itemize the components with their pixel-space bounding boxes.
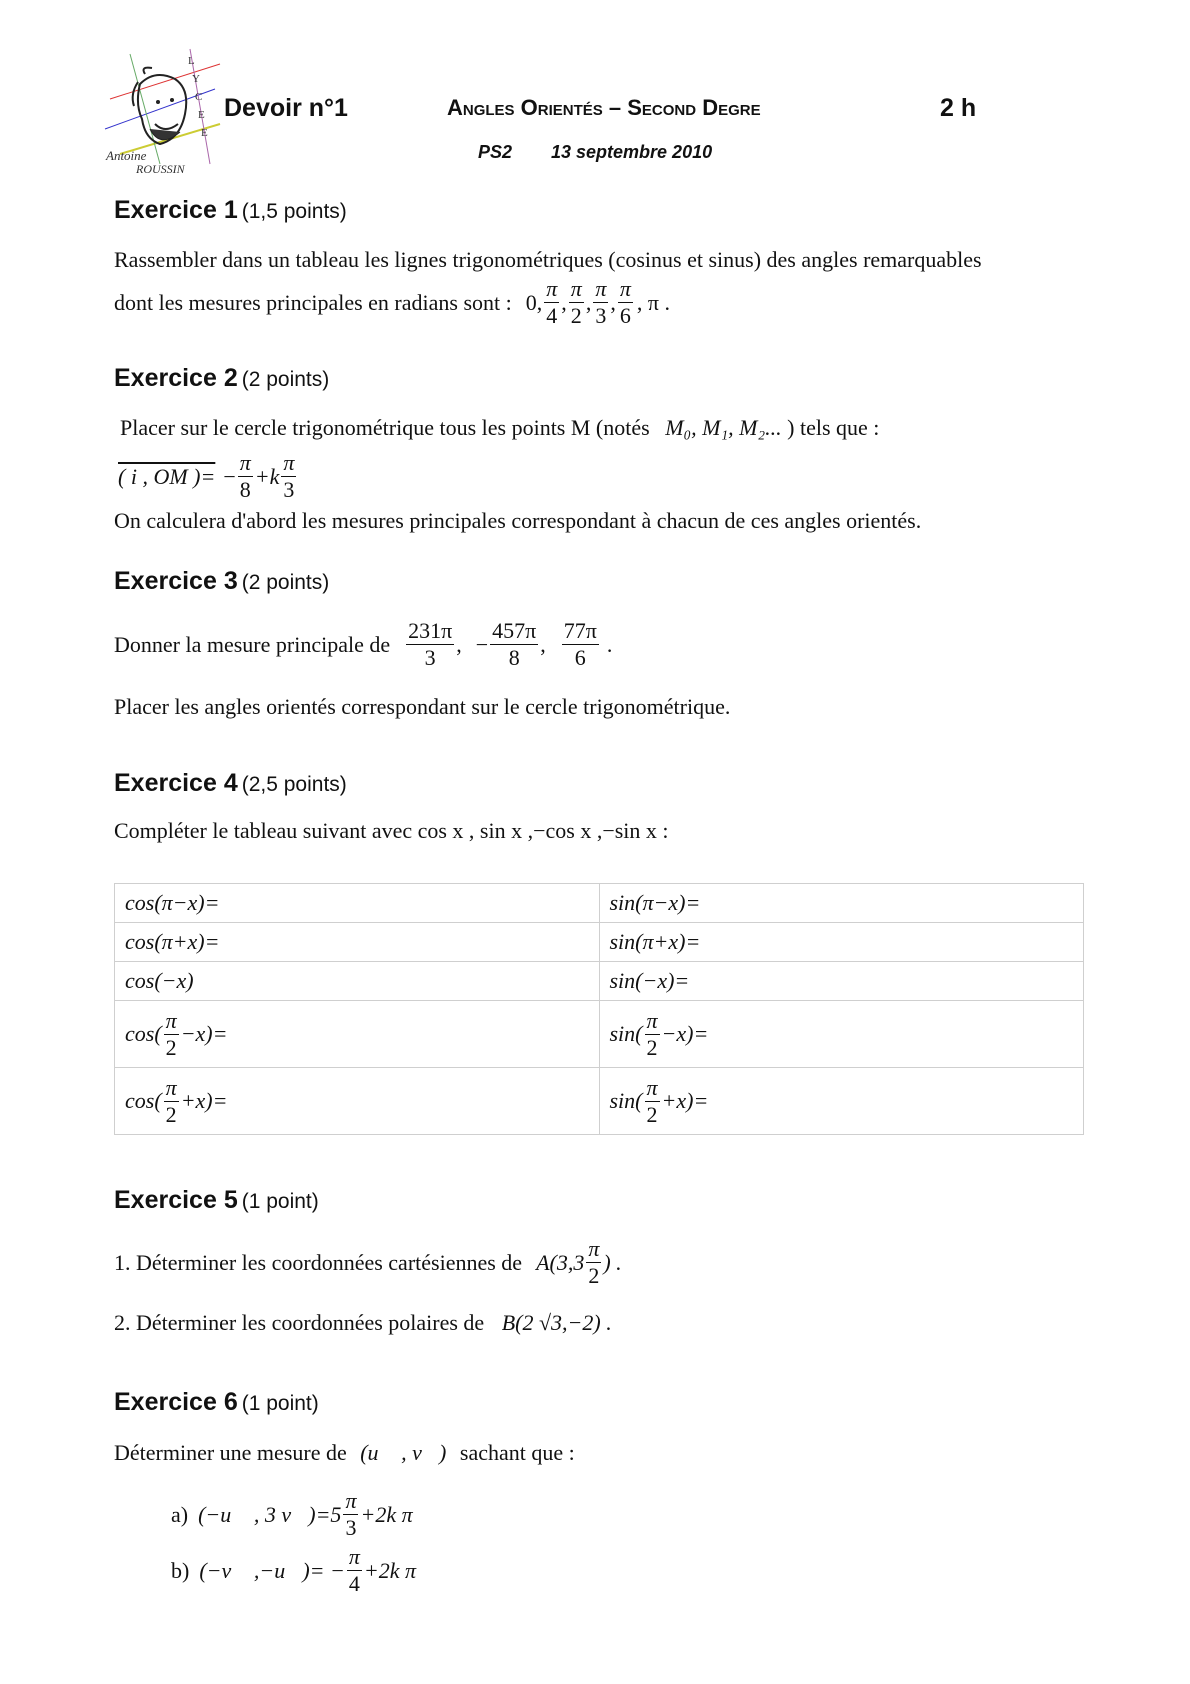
question-2-text: 2. Déterminer les coordonnées polaires de bbox=[114, 1310, 485, 1335]
frac-num: π bbox=[165, 1074, 177, 1100]
item-a-label: a) bbox=[171, 1501, 189, 1527]
exercise-1-heading bbox=[114, 196, 347, 225]
frac-den: 2 bbox=[165, 1034, 177, 1060]
exercise-1-line-2-text: dont les mesures principales en radians sont : bbox=[114, 289, 512, 315]
frac-den: 6 bbox=[619, 303, 631, 328]
frac-den: 6 bbox=[574, 645, 586, 670]
cell-tail: −x)= bbox=[661, 1021, 709, 1046]
exercise-6-item-a bbox=[171, 1490, 413, 1539]
cos-open: cos( bbox=[125, 1021, 162, 1046]
exercise-5-title: Exercice 5 bbox=[114, 1186, 238, 1214]
item-b-expression: (−v⃗ ,−u⃗)= − bbox=[199, 1557, 345, 1583]
exercise-4-intro: Compléter le tableau suivant avec cos x , sin x ,−cos x ,−sin x : bbox=[114, 818, 669, 843]
exam-date: 13 septembre 2010 bbox=[551, 142, 713, 162]
exercise-5-points: (1 point) bbox=[241, 1190, 319, 1213]
angle-zero: 0, bbox=[525, 289, 543, 315]
exercise-3-intro: Donner la mesure principale de bbox=[114, 631, 391, 657]
exercise-1-line-1: Rassembler dans un tableau les lignes trigonométriques (cosinus et sinus) des angles remarquables bbox=[114, 247, 982, 272]
frac-den: 3 bbox=[595, 303, 607, 328]
frac-num: π bbox=[588, 1236, 600, 1261]
frac-pi-8 bbox=[238, 452, 253, 501]
frac-pi-3 bbox=[281, 452, 296, 501]
frac-457pi-8 bbox=[490, 620, 538, 669]
frac-pi-2 bbox=[586, 1238, 601, 1287]
point-a-close: ) . bbox=[603, 1249, 622, 1275]
table-cell[interactable] bbox=[115, 884, 600, 923]
logo-text-antoine: Antoine bbox=[106, 148, 147, 163]
frac-pi-6 bbox=[618, 278, 633, 327]
item-b-tail: +2k π bbox=[363, 1557, 417, 1583]
exercise-6-intro-text: Déterminer une mesure de bbox=[114, 1440, 347, 1465]
cell-tail: +x)= bbox=[180, 1088, 228, 1113]
vector-angle-i-om: ( i , OM )= bbox=[118, 463, 216, 489]
frac-num: 231π bbox=[408, 618, 453, 643]
frac-num: π bbox=[646, 1007, 658, 1033]
frac-den: 2 bbox=[646, 1034, 658, 1060]
exercise-4-heading bbox=[114, 769, 347, 798]
item-b-label: b) bbox=[171, 1557, 190, 1583]
cos-open: cos( bbox=[125, 1088, 162, 1113]
table-cell[interactable] bbox=[115, 1001, 600, 1068]
frac-den: 4 bbox=[546, 303, 558, 328]
table-cell[interactable] bbox=[599, 962, 1084, 1001]
frac-den: 3 bbox=[424, 645, 436, 670]
angle-pi-end: , π . bbox=[636, 289, 670, 315]
comma: , bbox=[456, 631, 462, 657]
vector-angle-u-v: (u⃗ , v⃗) bbox=[360, 1440, 447, 1465]
cell-expression bbox=[609, 1007, 709, 1060]
frac-num: π bbox=[546, 276, 558, 301]
frac-pi-2 bbox=[164, 1074, 179, 1127]
devoir-number: Devoir n°1 bbox=[224, 94, 348, 122]
exercise-5-question-1 bbox=[114, 1238, 622, 1287]
exercise-3-line-2: Placer les angles orientés correspondant sur le cercle trigonométrique. bbox=[114, 694, 731, 719]
subject-title: Angles Orientés – Second Degre bbox=[447, 95, 761, 120]
sep: , bbox=[561, 289, 567, 315]
comma: , bbox=[540, 631, 546, 657]
frac-77pi-6 bbox=[562, 620, 599, 669]
exercise-6-intro bbox=[114, 1440, 575, 1466]
exercise-2-heading bbox=[114, 364, 329, 393]
logo-text-roussin: ROUSSIN bbox=[136, 162, 185, 176]
frac-pi-4 bbox=[347, 1546, 362, 1595]
frac-den: 8 bbox=[239, 477, 251, 502]
item-a-tail: +2k π bbox=[360, 1501, 413, 1527]
frac-num: 457π bbox=[492, 618, 537, 643]
minus-sign: − bbox=[223, 463, 236, 489]
frac-den: 2 bbox=[570, 303, 582, 328]
cell-text: sin(−x)= bbox=[609, 968, 690, 993]
class-name: PS2 bbox=[478, 142, 513, 162]
point-b: B(2 √3,−2) . bbox=[501, 1310, 612, 1335]
table-cell[interactable] bbox=[599, 1001, 1084, 1068]
frac-den: 2 bbox=[165, 1101, 177, 1127]
frac-pi-2 bbox=[569, 278, 584, 327]
frac-num: 77π bbox=[563, 618, 597, 643]
cell-expression bbox=[125, 1074, 228, 1127]
svg-text:C: C bbox=[195, 91, 203, 103]
cell-tail: −x)= bbox=[180, 1021, 228, 1046]
exercise-6-item-b bbox=[171, 1546, 416, 1595]
frac-den: 8 bbox=[508, 645, 520, 670]
minus-sign: − bbox=[475, 631, 489, 657]
exercise-4-points: (2,5 points) bbox=[241, 773, 347, 796]
exercise-6-heading bbox=[114, 1388, 319, 1417]
svg-text:Y: Y bbox=[192, 73, 200, 85]
frac-pi-2 bbox=[645, 1074, 660, 1127]
frac-num: π bbox=[619, 276, 631, 301]
exercise-2-equation bbox=[118, 452, 298, 501]
frac-den: 2 bbox=[588, 1263, 600, 1288]
exercise-1-line-2 bbox=[114, 278, 670, 327]
table-cell[interactable] bbox=[115, 923, 600, 962]
table-cell[interactable] bbox=[115, 962, 600, 1001]
sin-open: sin( bbox=[609, 1021, 643, 1046]
frac-den: 4 bbox=[348, 1571, 360, 1596]
exercise-6-points: (1 point) bbox=[241, 1392, 319, 1415]
frac-den: 3 bbox=[345, 1515, 357, 1540]
table-cell[interactable] bbox=[599, 1068, 1084, 1135]
exercise-2-points: (2 points) bbox=[241, 368, 330, 391]
points-m-list: M₀, M₁, M₂... bbox=[665, 415, 782, 440]
frac-pi-2 bbox=[645, 1007, 660, 1060]
frac-num: π bbox=[595, 276, 607, 301]
cell-expression bbox=[609, 1074, 709, 1127]
exercise-2-line-1 bbox=[120, 415, 879, 441]
table-row bbox=[115, 962, 1084, 1001]
exercise-2-line-1-end: ) tels que : bbox=[787, 415, 880, 440]
table-cell[interactable] bbox=[599, 884, 1084, 923]
question-1-text: 1. Déterminer les coordonnées cartésiennes de bbox=[114, 1249, 523, 1275]
cell-text: sin(π+x)= bbox=[609, 929, 701, 954]
exercise-5-question-2 bbox=[114, 1310, 612, 1336]
exercise-3-points: (2 points) bbox=[241, 571, 330, 594]
duration: 2 h bbox=[940, 94, 977, 122]
table-row bbox=[115, 1001, 1084, 1068]
exercise-1-points: (1,5 points) bbox=[241, 200, 347, 223]
frac-pi-3 bbox=[593, 278, 608, 327]
frac-pi-4 bbox=[544, 278, 559, 327]
svg-text:L: L bbox=[188, 55, 195, 67]
sep: , bbox=[585, 289, 592, 315]
frac-num: π bbox=[283, 450, 295, 475]
exercise-1-title: Exercice 1 bbox=[114, 196, 238, 224]
frac-pi-3 bbox=[343, 1490, 358, 1539]
table-cell[interactable] bbox=[115, 1068, 600, 1135]
school-logo bbox=[100, 44, 230, 174]
frac-num: π bbox=[646, 1074, 658, 1100]
exercise-3-line-1 bbox=[114, 620, 612, 669]
exercise-3-title: Exercice 3 bbox=[114, 567, 238, 595]
exercise-6-intro-end: sachant que : bbox=[459, 1440, 575, 1465]
table-cell[interactable] bbox=[599, 923, 1084, 962]
point-a-open: A(3,3 bbox=[536, 1249, 585, 1275]
cell-text: cos(π+x)= bbox=[125, 929, 220, 954]
svg-text:E: E bbox=[201, 127, 208, 139]
angles-list bbox=[526, 278, 670, 327]
period: . bbox=[606, 631, 613, 657]
frac-den: 3 bbox=[283, 477, 295, 502]
cell-text: cos(π−x)= bbox=[125, 890, 220, 915]
plus-k: +k bbox=[254, 463, 280, 489]
exercise-2-line-3: On calculera d'abord les mesures principales correspondant à chacun de ces angles orientés. bbox=[114, 508, 922, 533]
exercise-6-title: Exercice 6 bbox=[114, 1388, 238, 1416]
cell-tail: +x)= bbox=[661, 1088, 709, 1113]
cell-text: sin(π−x)= bbox=[609, 890, 701, 915]
frac-num: π bbox=[345, 1488, 357, 1513]
frac-231pi-3 bbox=[406, 620, 454, 669]
frac-num: π bbox=[570, 276, 582, 301]
cell-text: cos(−x) bbox=[125, 968, 194, 993]
exercise-3-heading bbox=[114, 567, 329, 596]
item-a-expression: (−u⃗ , 3 v⃗)=5 bbox=[198, 1501, 342, 1527]
cell-expression bbox=[125, 1007, 228, 1060]
exercise-2-line-1-text: Placer sur le cercle trigonométrique tous les points M (notés bbox=[120, 415, 650, 440]
table-row bbox=[115, 884, 1084, 923]
exercise-2-title: Exercice 2 bbox=[114, 364, 238, 392]
frac-num: π bbox=[348, 1544, 360, 1569]
sep: , bbox=[610, 289, 616, 315]
frac-pi-2 bbox=[164, 1007, 179, 1060]
table-row bbox=[115, 1068, 1084, 1135]
trig-identities-table bbox=[114, 883, 1084, 1135]
frac-num: π bbox=[239, 450, 251, 475]
frac-den: 2 bbox=[646, 1101, 658, 1127]
table-row bbox=[115, 923, 1084, 962]
sin-open: sin( bbox=[609, 1088, 643, 1113]
svg-text:E: E bbox=[198, 109, 205, 121]
frac-num: π bbox=[165, 1007, 177, 1033]
exercise-5-heading bbox=[114, 1186, 319, 1215]
exercise-4-title: Exercice 4 bbox=[114, 769, 238, 797]
